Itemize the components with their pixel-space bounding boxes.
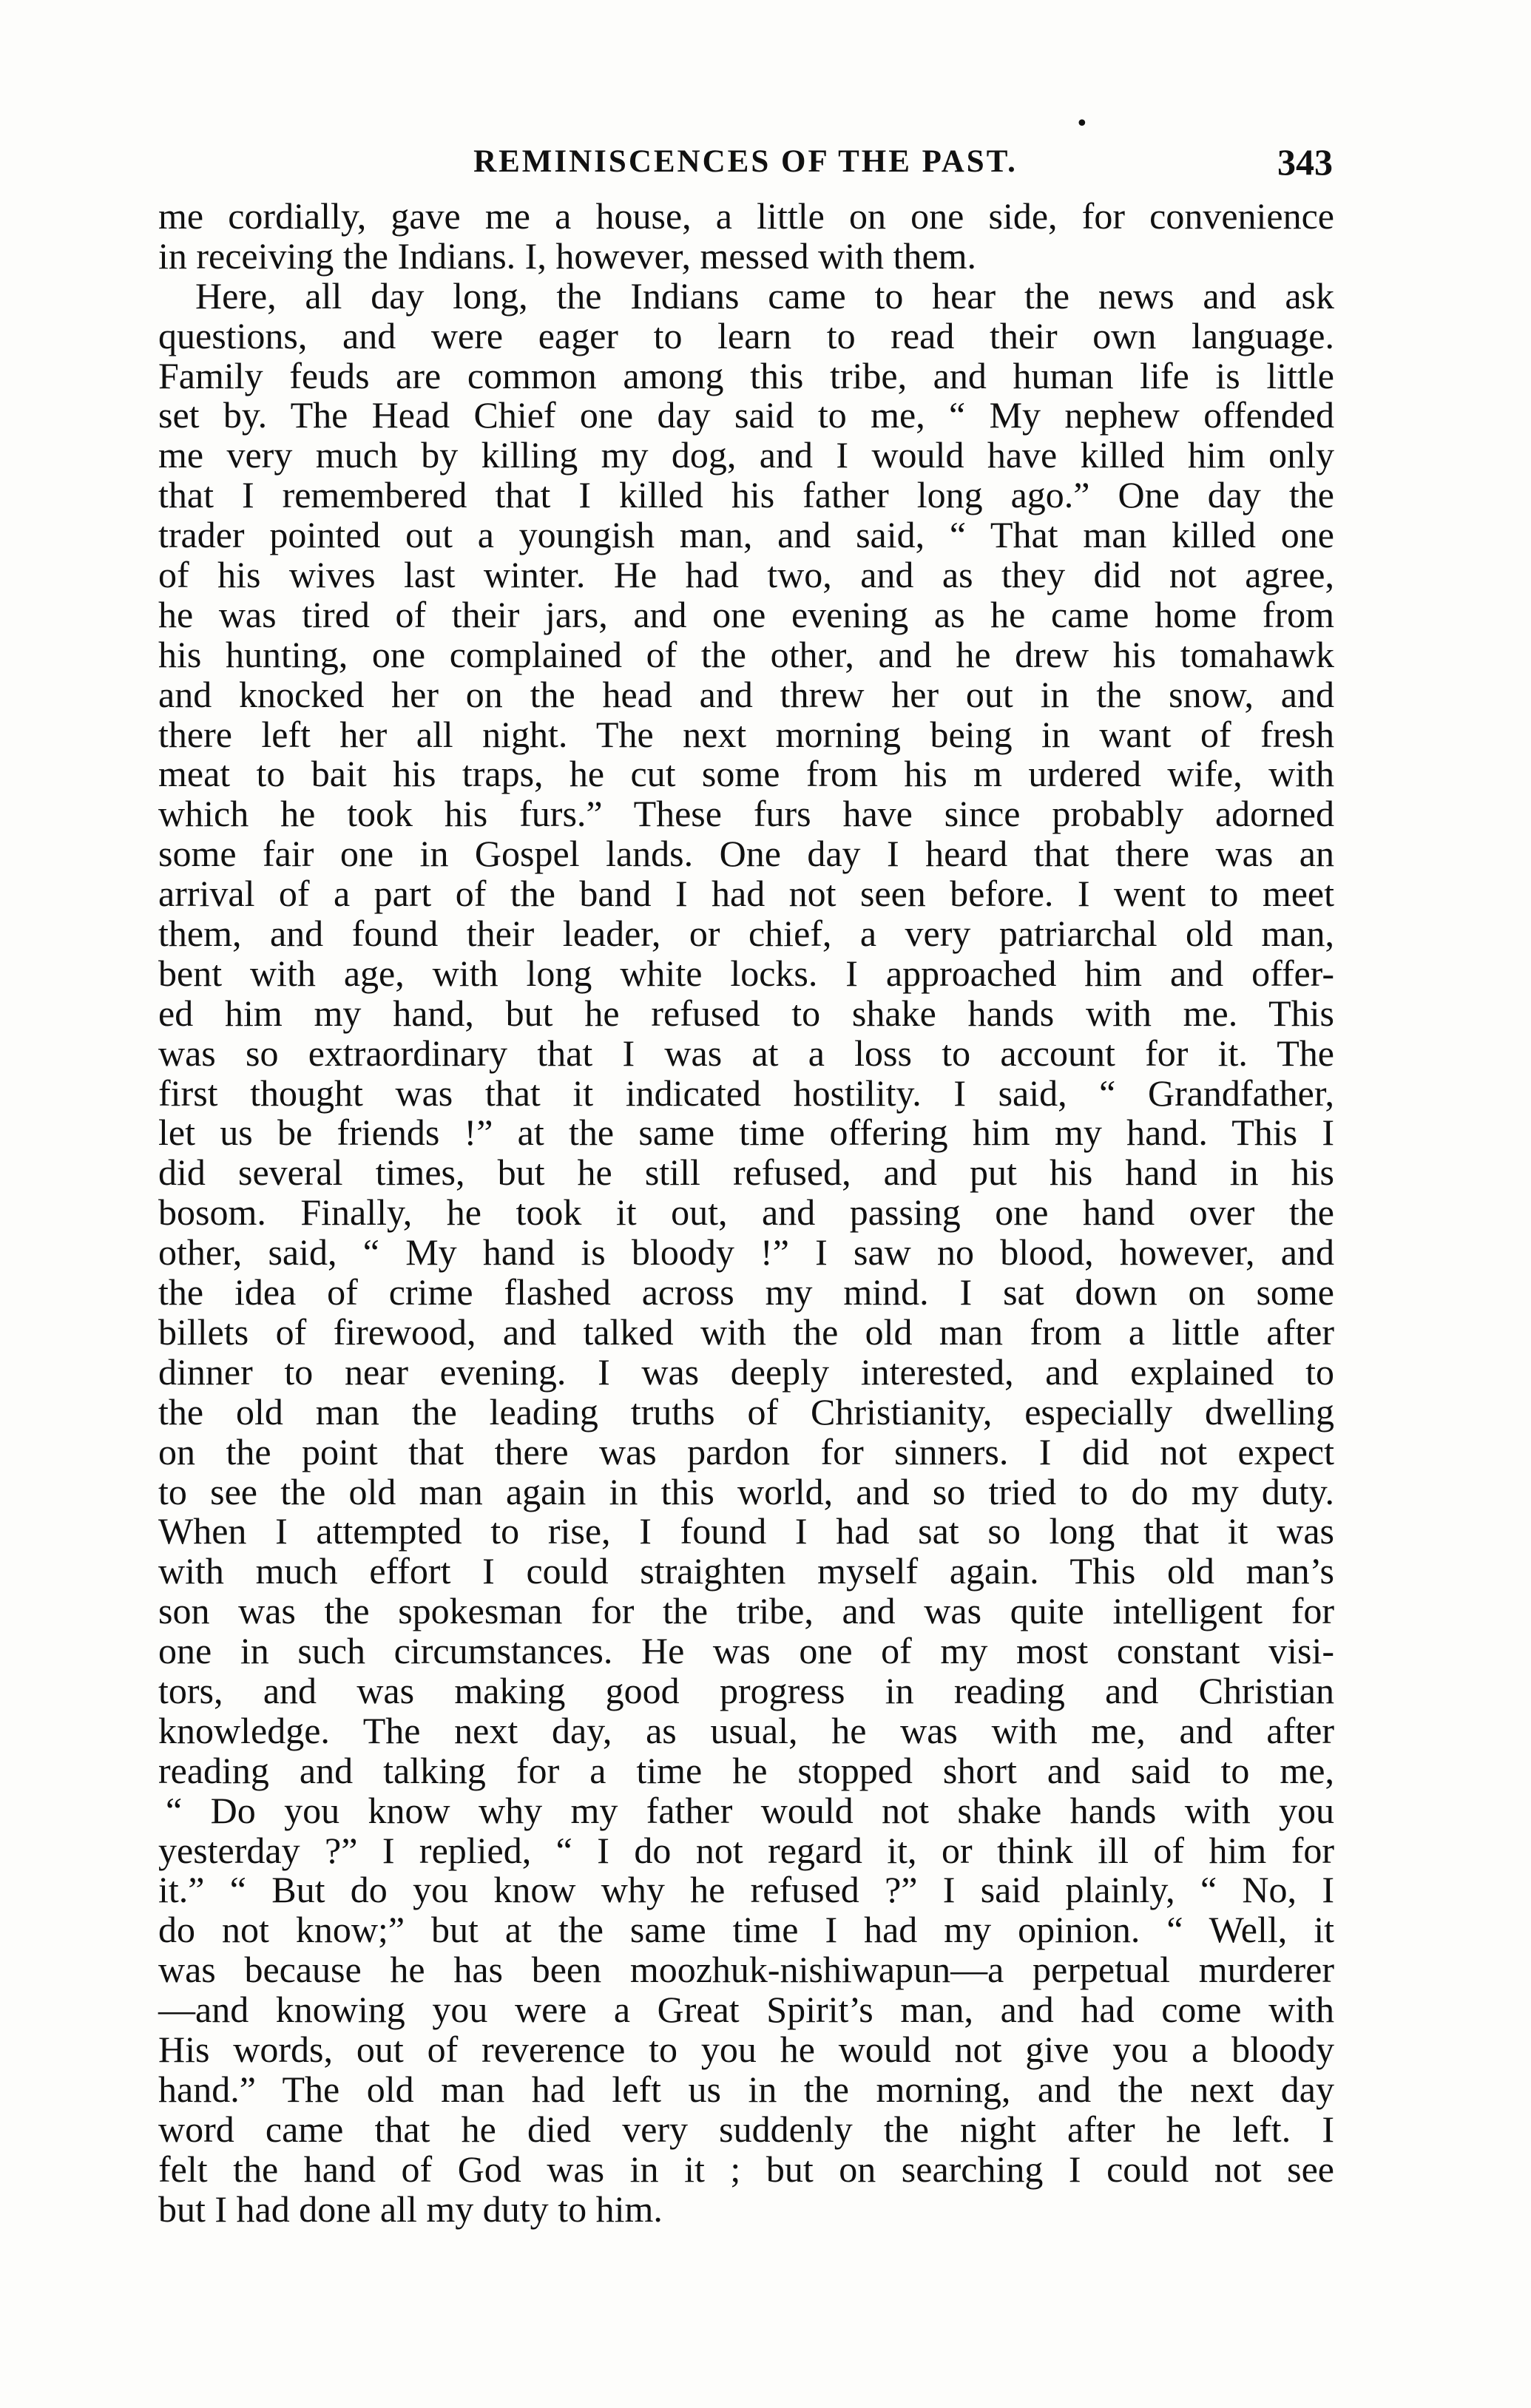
text-line: bent with age, with long white locks. I approached him and offer- [158, 952, 1334, 994]
text-line: son was the spokesman for the tribe, and was quite intelligent for [158, 1590, 1334, 1632]
text-line: the idea of crime flashed across my mind. I sat down on some [158, 1271, 1334, 1313]
text-line: When I attempted to rise, I found I had sat so long that it was [158, 1510, 1334, 1552]
running-title: REMINISCENCES OF THE PAST. [473, 144, 1018, 179]
text-line: word came that he died very suddenly the night after he left. I [158, 2108, 1334, 2150]
text-line: with much effort I could straighten myself again. This old man’s [158, 1550, 1334, 1592]
text-line: was so extraordinary that I was at a loss to account for it. The [158, 1032, 1334, 1074]
text-line: billets of firewood, and talked with the old man from a little after [158, 1310, 1334, 1353]
text-line: trader pointed out a youngish man, and said, “ That man killed one [158, 514, 1334, 556]
text-line: —and knowing you were a Great Spirit’s man, and had come with [158, 1989, 1334, 2031]
text-line: questions, and were eager to learn to read their own language. [158, 314, 1334, 356]
text-line: the old man the leading truths of Christianity, especially dwelling [158, 1390, 1334, 1433]
text-line: some fair one in Gospel lands. One day I heard that there was an [158, 833, 1334, 875]
text-line: it.” “ But do you know why he refused ?” I said plainly, “ No, I [158, 1869, 1334, 1911]
text-line: on the point that there was pardon for sinners. I did not expect [158, 1430, 1334, 1472]
text-line: me very much by killing my dog, and I would have killed him only [158, 434, 1334, 476]
text-line: do not know;” but at the same time I had my opinion. “ Well, it [158, 1909, 1334, 1951]
text-line: knowledge. The next day, as usual, he was with me, and after [158, 1709, 1334, 1751]
text-line: felt the hand of God was in it ; but on searching I could not see [158, 2148, 1334, 2190]
text-line: His words, out of reverence to you he would not give you a bloody [158, 2028, 1334, 2070]
text-line: bosom. Finally, he took it out, and passing one hand over the [158, 1191, 1334, 1234]
stray-mark: • [1075, 111, 1089, 137]
text-line: hand.” The old man had left us in the morning, and the next day [158, 2068, 1334, 2110]
text-line: and knocked her on the head and threw her out in the snow, and [158, 673, 1334, 715]
text-line: that I remembered that I killed his father long ago.” One day the [158, 474, 1334, 516]
text-line: first thought was that it indicated hostility. I said, “ Grandfather, [158, 1072, 1334, 1114]
text-line: there left her all night. The next morning being in want of fresh [158, 713, 1334, 755]
text-line: set by. The Head Chief one day said to me, “ My nephew offended [158, 394, 1334, 436]
text-line: Here, all day long, the Indians came to hear the news and ask [195, 274, 1334, 317]
text-line: Family feuds are common among this tribe, and human life is little [158, 354, 1334, 396]
page-number: 343 [1277, 141, 1333, 183]
text-line: to see the old man again in this world, and so tried to do my duty. [158, 1470, 1334, 1512]
text-line: yesterday ?” I replied, “ I do not regard it, or think ill of him for [158, 1829, 1334, 1871]
text-line: he was tired of their jars, and one evening as he came home from [158, 593, 1334, 635]
text-line: dinner to near evening. I was deeply interested, and explained to [158, 1350, 1334, 1393]
text-line: one in such circumstances. He was one of my most constant visi- [158, 1630, 1334, 1672]
text-line: in receiving the Indians. I, however, messed with them. [158, 234, 977, 277]
text-line: his hunting, one complained of the other, and he drew his tomahawk [158, 633, 1334, 675]
text-line: ed him my hand, but he refused to shake hands with me. This [158, 992, 1334, 1034]
text-line: of his wives last winter. He had two, and as they did not agree, [158, 554, 1334, 596]
text-line: me cordially, gave me a house, a little on one side, for convenience [158, 195, 1334, 237]
text-line: did several times, but he still refused, and put his hand in his [158, 1151, 1334, 1194]
text-line: but I had done all my duty to him. [158, 2188, 663, 2230]
text-line: meat to bait his traps, he cut some from his m urdered wife, with [158, 753, 1334, 795]
text-line: let us be friends !” at the same time offering him my hand. This I [158, 1112, 1334, 1154]
page-header [158, 138, 1333, 189]
text-line: other, said, “ My hand is bloody !” I saw no blood, however, and [158, 1231, 1334, 1274]
text-line: which he took his furs.” These furs have since probably adorned [158, 793, 1334, 835]
body-text [158, 197, 1334, 2229]
text-line: them, and found their leader, or chief, a very patriarchal old man, [158, 913, 1334, 955]
text-line: reading and talking for a time he stopped short and said to me, [158, 1749, 1334, 1791]
text-line: “ Do you know why my father would not shake hands with you [166, 1789, 1334, 1831]
text-line: arrival of a part of the band I had not seen before. I went to meet [158, 873, 1334, 915]
text-line: tors, and was making good progress in reading and Christian [158, 1669, 1334, 1711]
text-line: was because he has been moozhuk-nishiwapun—a perpetual murderer [158, 1949, 1334, 1991]
